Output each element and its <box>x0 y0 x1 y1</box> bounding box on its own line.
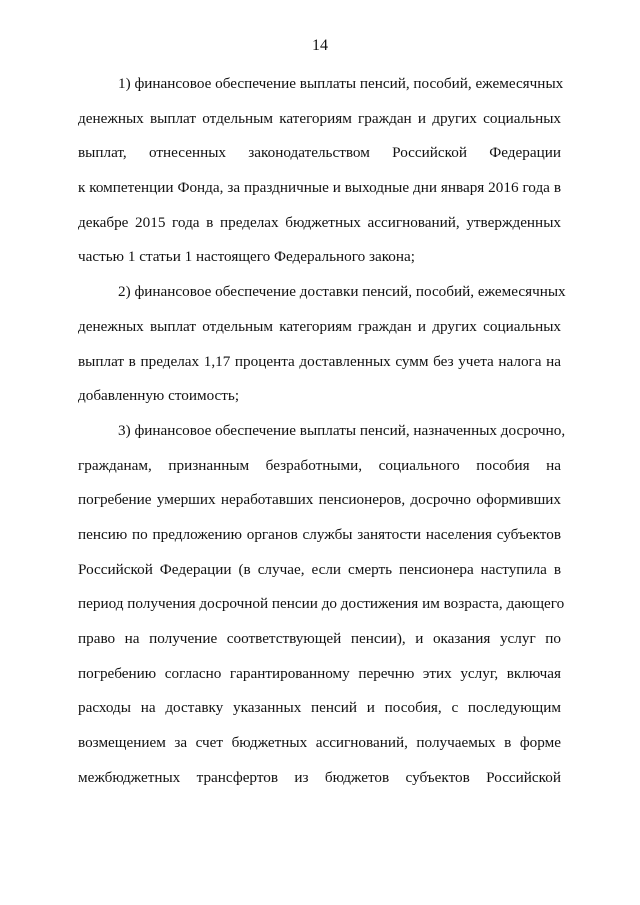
paragraph-3-line-2: гражданам, признанным безработными, социального пособия на <box>78 456 561 474</box>
paragraph-3-line-10: возмещением за счет бюджетных ассигнований, получаемых в форме <box>78 734 561 752</box>
paragraph-1-line-5: декабре 2015 года в пределах бюджетных ассигнований, утвержденных <box>78 213 561 231</box>
paragraph-3-line-8: погребению согласно гарантированному перечню этих услуг, включая <box>78 664 561 682</box>
paragraph-1-line-2: денежных выплат отдельным категориям граждан и других социальных <box>78 109 561 127</box>
paragraph-3-line-7: право на получение соответствующей пенсии), и оказания услуг по <box>78 630 561 647</box>
paragraph-2-line-1: 2) финансовое обеспечение доставки пенсий, пособий, ежемесячных <box>118 283 566 301</box>
paragraph-1-line-4: к компетенции Фонда, за праздничные и выходные дни января 2016 года в <box>78 179 561 197</box>
paragraph-2-line-3: выплат в пределах 1,17 процента доставленных сумм без учета налога на <box>78 352 561 370</box>
paragraph-2-line-4: добавленную стоимость; <box>78 387 240 405</box>
paragraph-3-line-6: период получения досрочной пенсии до достижения им возраста, дающего <box>78 595 565 613</box>
paragraph-3-line-1: 3) финансовое обеспечение выплаты пенсий, назначенных досрочно, <box>118 421 566 439</box>
paragraph-1-line-6: частью 1 статьи 1 настоящего Федерального закона; <box>78 248 415 266</box>
paragraph-3-line-3: погребение умерших неработавших пенсионеров, досрочно оформивших <box>78 491 561 509</box>
paragraph-3-line-11: межбюджетных трансфертов из бюджетов субъектов Российской <box>78 768 561 786</box>
paragraph-3-line-9: расходы на доставку указанных пенсий и пособия, с последующим <box>78 699 561 717</box>
paragraph-2-line-2: денежных выплат отдельным категориям граждан и других социальных <box>78 317 561 335</box>
paragraph-1-line-3: выплат, отнесенных законодательством Российской Федерации <box>78 144 561 162</box>
paragraph-1-line-1: 1) финансовое обеспечение выплаты пенсий, пособий, ежемесячных <box>118 75 564 92</box>
document-body <box>78 67 566 795</box>
paragraph-3-line-5: Российской Федерации (в случае, если смерть пенсионера наступила в <box>78 560 561 578</box>
page-number: 14 <box>312 37 328 54</box>
paragraph-3-line-4: пенсию по предложению органов службы занятости населения субъектов <box>78 525 561 543</box>
